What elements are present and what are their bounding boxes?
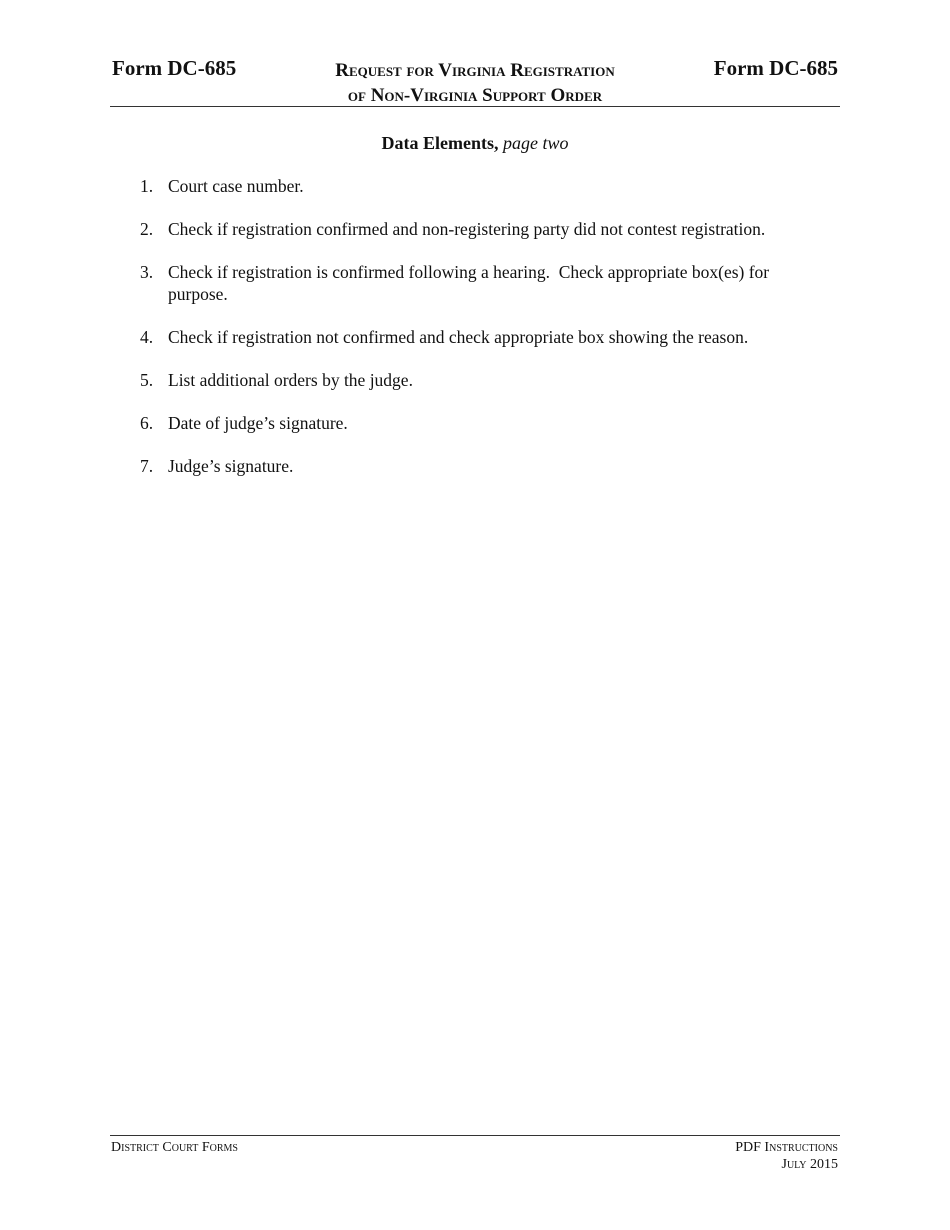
item-number: 5. [140, 370, 154, 390]
footer-date: July 2015 [781, 1157, 838, 1172]
data-elements-list [136, 175, 826, 498]
section-heading-subtitle: page two [502, 133, 569, 153]
item-text: Date of judge’s signature. [168, 413, 348, 433]
item-text: Court case number. [168, 176, 304, 196]
list-item [136, 369, 826, 391]
item-number: 4. [140, 327, 154, 347]
form-number-left: Form DC-685 [112, 56, 237, 80]
item-text: Check if registration confirmed and non-registering party did not contest registration. [168, 219, 766, 239]
footer-right-block [735, 1139, 838, 1173]
section-heading-title: Data Elements, [381, 133, 499, 153]
item-number: 1. [140, 176, 154, 196]
item-number: 3. [140, 262, 154, 282]
page-footer [110, 1135, 840, 1172]
item-text: Judge’s signature. [168, 456, 294, 476]
page-header [110, 56, 840, 107]
item-number: 2. [140, 219, 154, 239]
list-item [136, 261, 826, 305]
footer-left-label: District Court Forms [111, 1140, 238, 1155]
title-line-1: Request for Virginia Registration [335, 60, 615, 81]
list-item [136, 455, 826, 477]
item-text: List additional orders by the judge. [168, 370, 413, 390]
footer-instructions-label: PDF Instructions [735, 1140, 838, 1155]
item-text: Check if registration is confirmed following a hearing. Check appropriate box(es) for purpose. [168, 262, 774, 304]
section-heading [0, 133, 950, 154]
title-line-2: of Non-Virginia Support Order [347, 85, 603, 106]
item-number: 6. [140, 413, 154, 433]
item-text: Check if registration not confirmed and check appropriate box showing the reason. [168, 327, 749, 347]
list-item [136, 412, 826, 434]
list-item [136, 326, 826, 348]
list-item [136, 175, 826, 197]
form-number-right: Form DC-685 [713, 56, 838, 80]
item-number: 7. [140, 456, 154, 476]
list-item [136, 218, 826, 240]
